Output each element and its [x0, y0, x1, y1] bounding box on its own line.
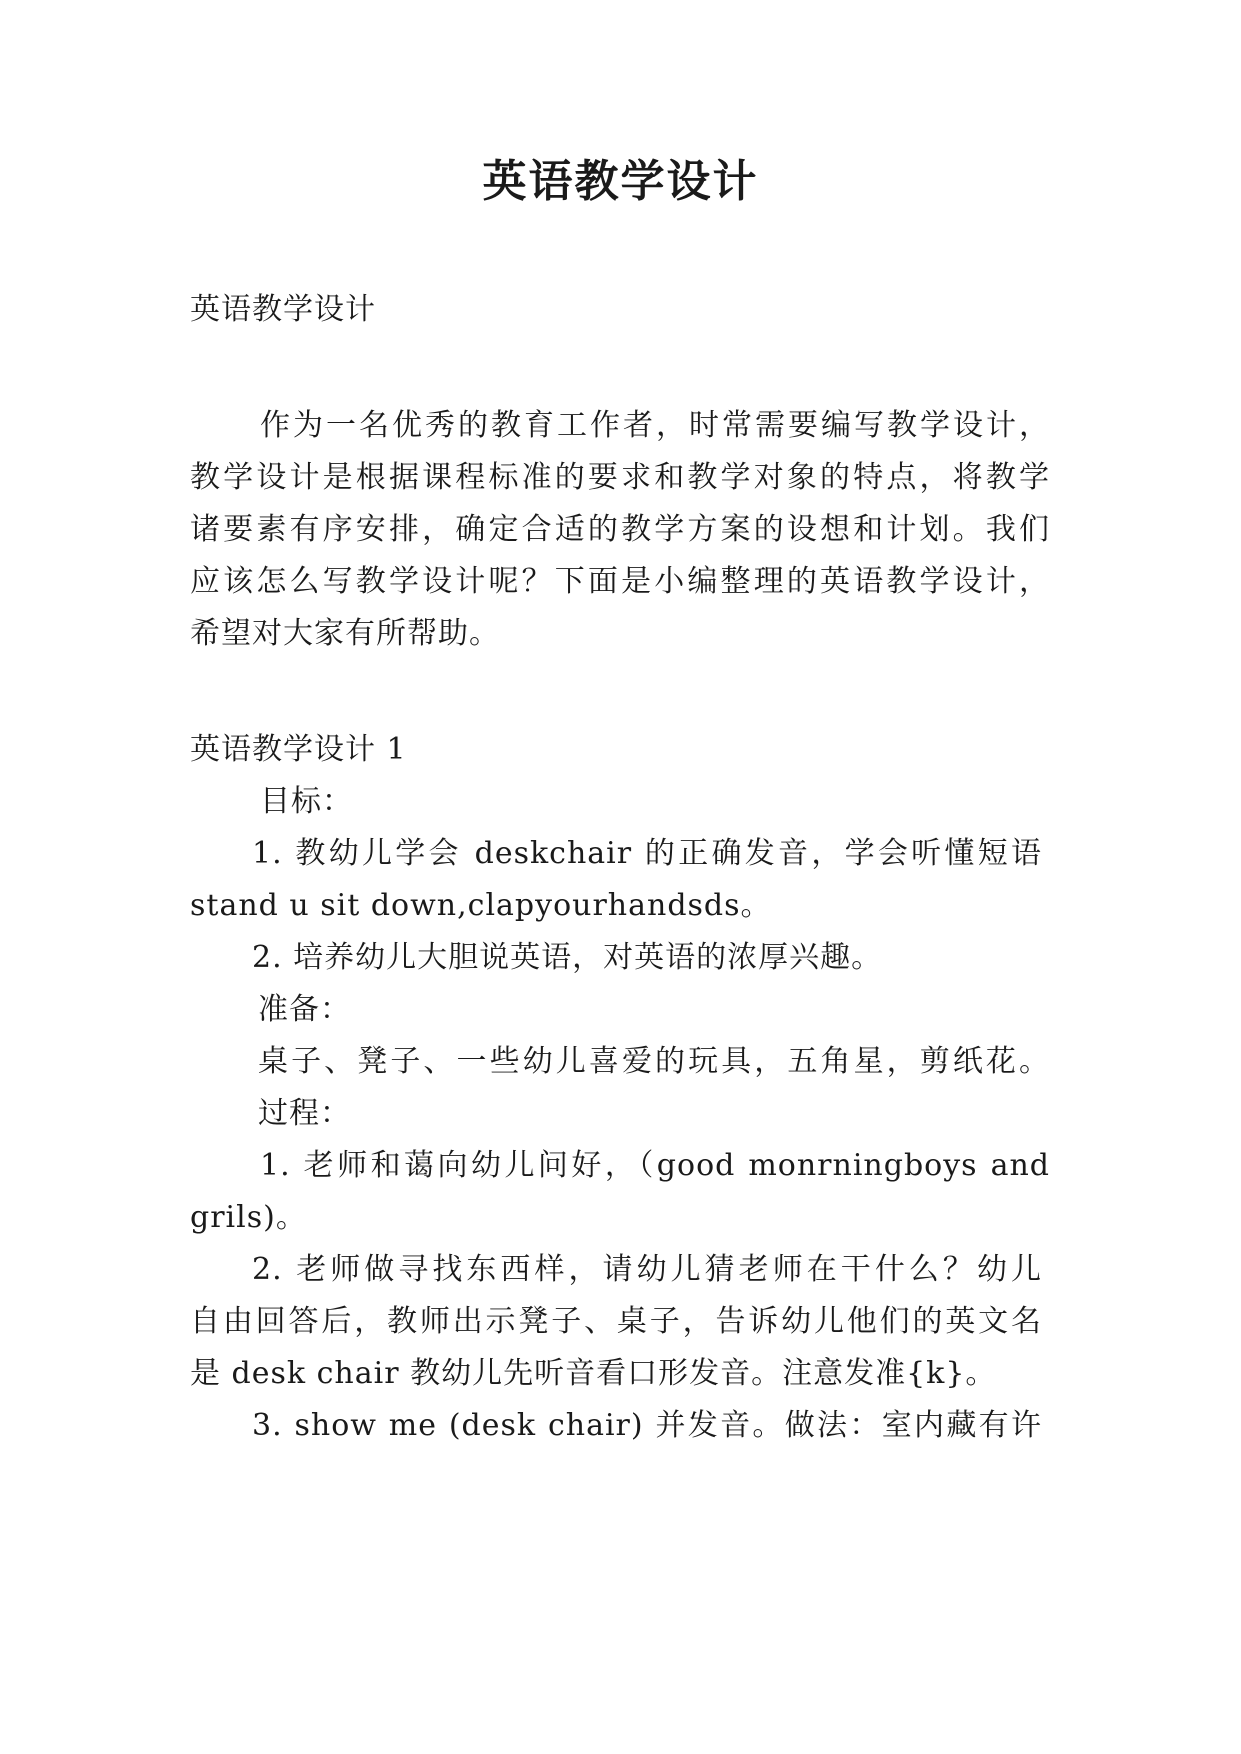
body-line: 2. 培养幼儿大胆说英语，对英语的浓厚兴趣。 — [252, 940, 883, 975]
body-line: 自由回答后，教师出示凳子、桌子，告诉幼儿他们的英文名 — [190, 1304, 1042, 1339]
body-line: grils)。 — [190, 1200, 307, 1235]
body-line: 目标： — [260, 784, 353, 819]
subtitle: 英语教学设计 — [190, 292, 376, 327]
body-line: 1. 老师和蔼向幼儿问好，（good monrningboys and — [260, 1148, 1050, 1183]
body-line: 1. 教幼儿学会 deskchair 的正确发音，学会听懂短语 — [252, 836, 1042, 871]
intro-line: 应该怎么写教学设计呢？下面是小编整理的英语教学设计， — [190, 564, 1050, 599]
intro-line: 诸要素有序安排，确定合适的教学方案的设想和计划。我们 — [190, 512, 1050, 547]
body-line: stand u sit down,clapyourhandsds。 — [190, 888, 772, 923]
section-heading: 英语教学设计 1 — [190, 732, 407, 767]
body-line: 2. 老师做寻找东西样，请幼儿猜老师在干什么？幼儿 — [252, 1252, 1042, 1287]
body-line: 桌子、凳子、一些幼儿喜爱的玩具，五角星，剪纸花。 — [258, 1044, 1050, 1079]
body-line: 过程： — [258, 1096, 351, 1131]
body-line: 是 desk chair 教幼儿先听音看口形发音。注意发准{k}。 — [190, 1356, 997, 1391]
intro-line: 教学设计是根据课程标准的要求和教学对象的特点，将教学 — [190, 460, 1050, 495]
document-title: 英语教学设计 — [482, 156, 759, 207]
intro-line: 希望对大家有所帮助。 — [190, 616, 500, 651]
body-line: 3. show me (desk chair) 并发音。做法：室内藏有许 — [252, 1408, 1042, 1443]
body-line: 准备： — [258, 992, 351, 1027]
intro-line: 作为一名优秀的教育工作者，时常需要编写教学设计， — [260, 408, 1050, 443]
